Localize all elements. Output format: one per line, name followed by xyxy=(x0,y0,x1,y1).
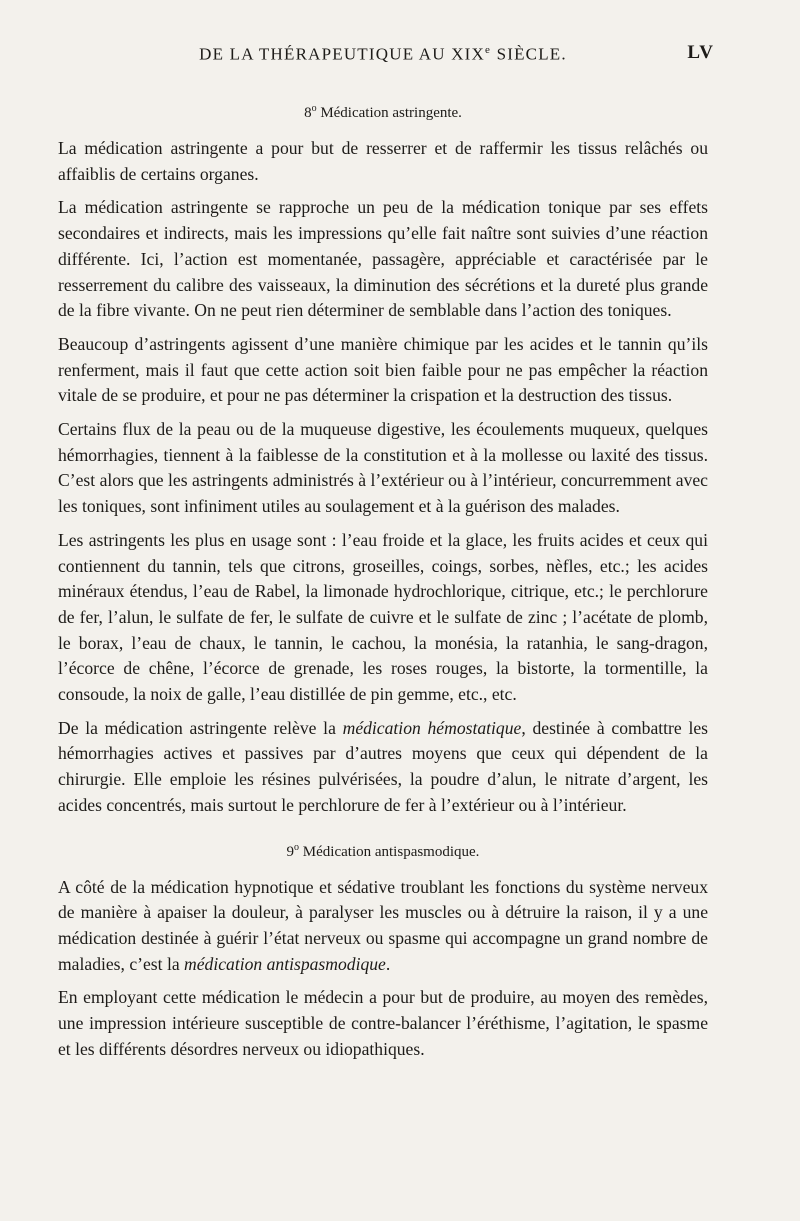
text-run: A côté de la médication hypnotique et sédative troublant les fonctions du système nerveux de manière à apaiser la douleur, à paralyser les muscles ou à détruire la raison, il y a une médication destinée à guérir l’état nerveux ou spasme qui accompagne un grand nombre de maladies, c’est la xyxy=(58,876,708,974)
text-run: , destinée à combattre les hémorrhagies actives et passives par d’autres moyens que ceux qui dépendent de la chirurgie. Elle emploie les résines pulvérisées, la poudre d’alun, le nitrate d’argent, les acides concentrés, mais surtout le perchlorure de fer à l’extérieur ou à l’intérieur. xyxy=(58,717,708,815)
page-number: LV xyxy=(687,42,714,63)
section-number: 9 xyxy=(286,843,295,860)
section-number-superscript: o xyxy=(311,103,317,114)
text-run: . xyxy=(385,953,391,974)
running-title-main: DE LA THÉRAPEUTIQUE AU XIX xyxy=(199,44,486,64)
paragraph-hemostatic xyxy=(58,716,708,819)
page-content xyxy=(58,98,708,1063)
section-title-astringent xyxy=(58,98,708,124)
paragraph: La médication astringente se rapproche un peu de la médication tonique par ses effets secondaires et indirects, mais les impressions qu’elle fait naître sont suivies d’une réaction différente. Ici, l’action est momentanée, passagère, appréciable et caractérisée par le resserrement du calibre des vaisseaux, la diminution des sécrétions et la dureté plus grande de la fibre vivante. On ne peut rien déterminer de semblable dans l’action des toniques. xyxy=(58,197,708,321)
paragraph: En employant cette médication le médecin a pour but de produire, au moyen des remèdes, une impression intérieure susceptible de contre-balancer l’éréthisme, l’agitation, le spasme et les différents désordres nerveux ou idiopathiques. xyxy=(58,987,708,1059)
running-title xyxy=(58,44,708,65)
section-title-antispasmodic xyxy=(58,837,708,863)
text-run: De la médication astringente relève la xyxy=(58,717,343,738)
paragraph: Les astringents les plus en usage sont : l’eau froide et la glace, les fruits acides et ceux qui contiennent du tannin, tels que citrons, groseilles, coings, sorbes, nèfles, etc.; les acides minéraux étendus, l’eau de Rabel, la limonade hydrochlorique, citrique, etc.; le perchlorure de fer, l’alun, le sulfate de fer, le sulfate de cuivre et le sulfate de zinc ; l’acétate de plomb, le borax, l’eau de chaux, le tannin, le cachou, la monésia, la ratanhia, le sang-dragon, l’écorce de chêne, l’écorce de grenade, les roses rouges, la bistorte, la tormentille, la consoude, la noix de galle, l’eau distillée de pin gemme, etc., etc. xyxy=(58,529,708,705)
section-heading: Médication antispasmodique. xyxy=(299,843,480,860)
section-heading: Médication astringente. xyxy=(316,105,462,121)
section-number-superscript: o xyxy=(294,841,300,853)
paragraph: Beaucoup d’astringents agissent d’une manière chimique par les acides et le tannin qu’ils renferment, mais il faut que cette action soit bien faible pour ne pas empêcher la réaction vitale de se produire, et pour ne pas déterminer la crispation et la destruction des tissus. xyxy=(58,333,708,406)
running-title-end: SIÈCLE. xyxy=(491,44,567,64)
section-number: 8 xyxy=(304,105,312,121)
paragraph: La médication astringente a pour but de resserrer et de raffermir les tissus relâchés ou affaiblis de certains organes. xyxy=(58,138,708,184)
italic-term: médication antispasmodique xyxy=(184,953,386,974)
page-header xyxy=(58,40,714,70)
italic-term: médication hémostatique xyxy=(342,717,522,738)
paragraph: Certains flux de la peau ou de la muqueuse digestive, les écoulements muqueux, quelques hémorrhagies, tiennent à la faiblesse de la constitution et à la mollesse ou laxité des tissus. C’est alors que les astringents administrés à l’extérieur ou à l’intérieur, concurremment avec les toniques, sont infiniment utiles au soulagement et à la guérison des malades. xyxy=(58,419,708,517)
paragraph-antispasmodic xyxy=(58,875,708,978)
running-title-superscript: e xyxy=(485,44,492,56)
